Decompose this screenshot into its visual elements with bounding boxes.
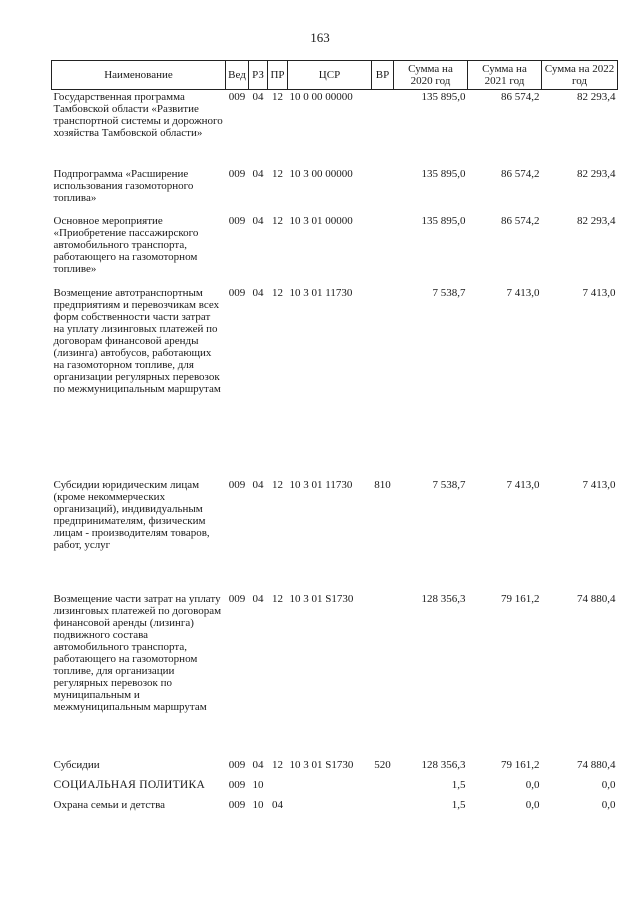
header-ved: Вед bbox=[226, 61, 249, 90]
row-csr: 10 3 00 00000 bbox=[289, 167, 353, 180]
row-sum-2021: 7 413,0 bbox=[506, 478, 540, 491]
row-sum-2020: 135 895,0 bbox=[421, 214, 466, 227]
row-vr bbox=[372, 90, 394, 167]
row-ved: 009 bbox=[228, 778, 246, 791]
row-sum-2022: 82 293,4 bbox=[577, 91, 616, 103]
row-rz: 04 bbox=[252, 592, 264, 605]
row-vr bbox=[372, 778, 394, 798]
row-sum-2020: 7 538,7 bbox=[432, 286, 466, 299]
header-name: Наименование bbox=[52, 61, 226, 90]
row-pr: 12 bbox=[272, 167, 283, 180]
row-csr: 10 3 01 11730 bbox=[289, 478, 353, 491]
row-vr bbox=[372, 214, 394, 286]
row-ved: 009 bbox=[228, 798, 246, 811]
row-sum-2020: 128 356,3 bbox=[421, 758, 466, 771]
row-rz: 04 bbox=[252, 167, 264, 180]
row-sum-2020: 135 895,0 bbox=[421, 91, 466, 103]
header-vr: ВР bbox=[372, 61, 394, 90]
row-ved: 009 bbox=[228, 214, 246, 227]
row-ved: 009 bbox=[228, 758, 246, 771]
page-number: 163 bbox=[310, 30, 330, 45]
row-sum-2021: 0,0 bbox=[525, 778, 540, 791]
table-row bbox=[52, 90, 618, 167]
row-pr: 12 bbox=[272, 592, 283, 605]
row-vr: 810 bbox=[374, 478, 391, 491]
row-csr: 10 3 01 11730 bbox=[289, 286, 353, 299]
row-name: Охрана семьи и детства bbox=[53, 798, 166, 811]
row-ved: 009 bbox=[228, 286, 246, 299]
header-csr: ЦСР bbox=[288, 61, 372, 90]
row-sum-2022: 82 293,4 bbox=[577, 167, 616, 180]
table-row bbox=[52, 478, 618, 592]
row-sum-2021: 86 574,2 bbox=[501, 214, 540, 227]
row-rz: 04 bbox=[252, 758, 264, 771]
row-name: Основное мероприятие «Приобретение пассажирского автомобильного транспорта, работающего на газомоторном топливе» bbox=[53, 214, 199, 275]
row-sum-2022: 82 293,4 bbox=[577, 214, 616, 227]
row-pr: 12 bbox=[272, 286, 283, 299]
header-pr: ПР bbox=[268, 61, 288, 90]
row-sum-2020: 7 538,7 bbox=[432, 478, 466, 491]
row-sum-2020: 1,5 bbox=[451, 798, 466, 811]
row-name: Подпрограмма «Расширение использования газомоторного топлива» bbox=[53, 167, 194, 204]
row-rz: 04 bbox=[252, 478, 264, 491]
row-csr: 10 3 01 00000 bbox=[289, 214, 353, 227]
row-sum-2022: 0,0 bbox=[601, 778, 616, 791]
row-sum-2021: 0,0 bbox=[525, 798, 540, 811]
row-pr: 04 bbox=[272, 798, 283, 811]
row-sum-2022: 7 413,0 bbox=[582, 478, 616, 491]
header-sum-2020: Сумма на 2020 год bbox=[394, 61, 468, 90]
row-rz: 04 bbox=[252, 214, 264, 227]
row-sum-2021: 86 574,2 bbox=[501, 167, 540, 180]
row-pr: 12 bbox=[272, 478, 283, 491]
row-vr bbox=[372, 286, 394, 478]
row-rz: 04 bbox=[252, 286, 264, 299]
row-name: Субсидии юридическим лицам (кроме некоммерческих организаций), индивидуальным предпринимателям, физическим лицам - производителям товаров, работ, услуг bbox=[53, 478, 210, 551]
row-rz: 04 bbox=[252, 91, 264, 103]
row-rz: 10 bbox=[252, 778, 264, 791]
row-sum-2020: 1,5 bbox=[451, 778, 466, 791]
row-ved: 009 bbox=[228, 91, 246, 103]
row-csr: 10 3 01 S1730 bbox=[289, 592, 354, 605]
row-vr bbox=[372, 798, 394, 818]
table-row bbox=[52, 286, 618, 478]
header-sum-2021: Сумма на 2021 год bbox=[468, 61, 542, 90]
table-row bbox=[52, 167, 618, 214]
row-sum-2022: 7 413,0 bbox=[582, 286, 616, 299]
header-sum-2022: Сумма на 2022 год bbox=[542, 61, 618, 90]
row-sum-2022: 74 880,4 bbox=[577, 592, 616, 605]
row-vr bbox=[372, 592, 394, 758]
row-sum-2021: 86 574,2 bbox=[501, 91, 540, 103]
row-name: Возмещение части затрат на уплату лизинговых платежей по договорам финансовой аренды (лизинга) подвижного состава автомобильного транспорта, работающего на газомоторном топливе, для организации регулярных перевозок по муниципальным и межмуниципальным маршрутам bbox=[53, 592, 222, 713]
row-ved: 009 bbox=[228, 167, 246, 180]
row-pr: 12 bbox=[272, 758, 283, 771]
row-sum-2020: 135 895,0 bbox=[421, 167, 466, 180]
table-header-row bbox=[52, 61, 618, 90]
header-rz: РЗ bbox=[249, 61, 268, 90]
row-pr: 12 bbox=[272, 214, 283, 227]
row-name: Субсидии bbox=[53, 758, 100, 771]
table-row bbox=[52, 778, 618, 798]
table-row bbox=[52, 758, 618, 778]
row-ved: 009 bbox=[228, 478, 246, 491]
row-pr bbox=[268, 778, 288, 798]
row-vr: 520 bbox=[374, 758, 391, 771]
row-sum-2021: 79 161,2 bbox=[501, 758, 540, 771]
table-row bbox=[52, 592, 618, 758]
row-sum-2020: 128 356,3 bbox=[421, 592, 466, 605]
row-vr bbox=[372, 167, 394, 214]
row-rz: 10 bbox=[252, 798, 264, 811]
row-csr bbox=[288, 778, 372, 798]
row-pr: 12 bbox=[272, 91, 283, 103]
row-name: Возмещение автотранспортным предприятиям и перевозчикам всех форм собственности части затрат на уплату лизинговых платежей по договорам финансовой аренды (лизинга) автобусов, работающих на газомоторном топливе, для организации регулярных перевозок по межмуниципальным маршрутам bbox=[53, 286, 221, 395]
budget-table bbox=[51, 60, 618, 818]
row-name: СОЦИАЛЬНАЯ ПОЛИТИКА bbox=[53, 778, 206, 791]
row-ved: 009 bbox=[228, 592, 246, 605]
row-csr: 10 0 00 00000 bbox=[289, 91, 353, 103]
table-row bbox=[52, 214, 618, 286]
row-sum-2021: 7 413,0 bbox=[506, 286, 540, 299]
row-sum-2022: 0,0 bbox=[601, 798, 616, 811]
row-sum-2022: 74 880,4 bbox=[577, 758, 616, 771]
row-sum-2021: 79 161,2 bbox=[501, 592, 540, 605]
row-csr bbox=[288, 798, 372, 818]
row-name: Государственная программа Тамбовской области «Развитие транспортной системы и дорожного хозяйства Тамбовской области» bbox=[53, 91, 223, 139]
row-csr: 10 3 01 S1730 bbox=[289, 758, 354, 771]
table-row bbox=[52, 798, 618, 818]
